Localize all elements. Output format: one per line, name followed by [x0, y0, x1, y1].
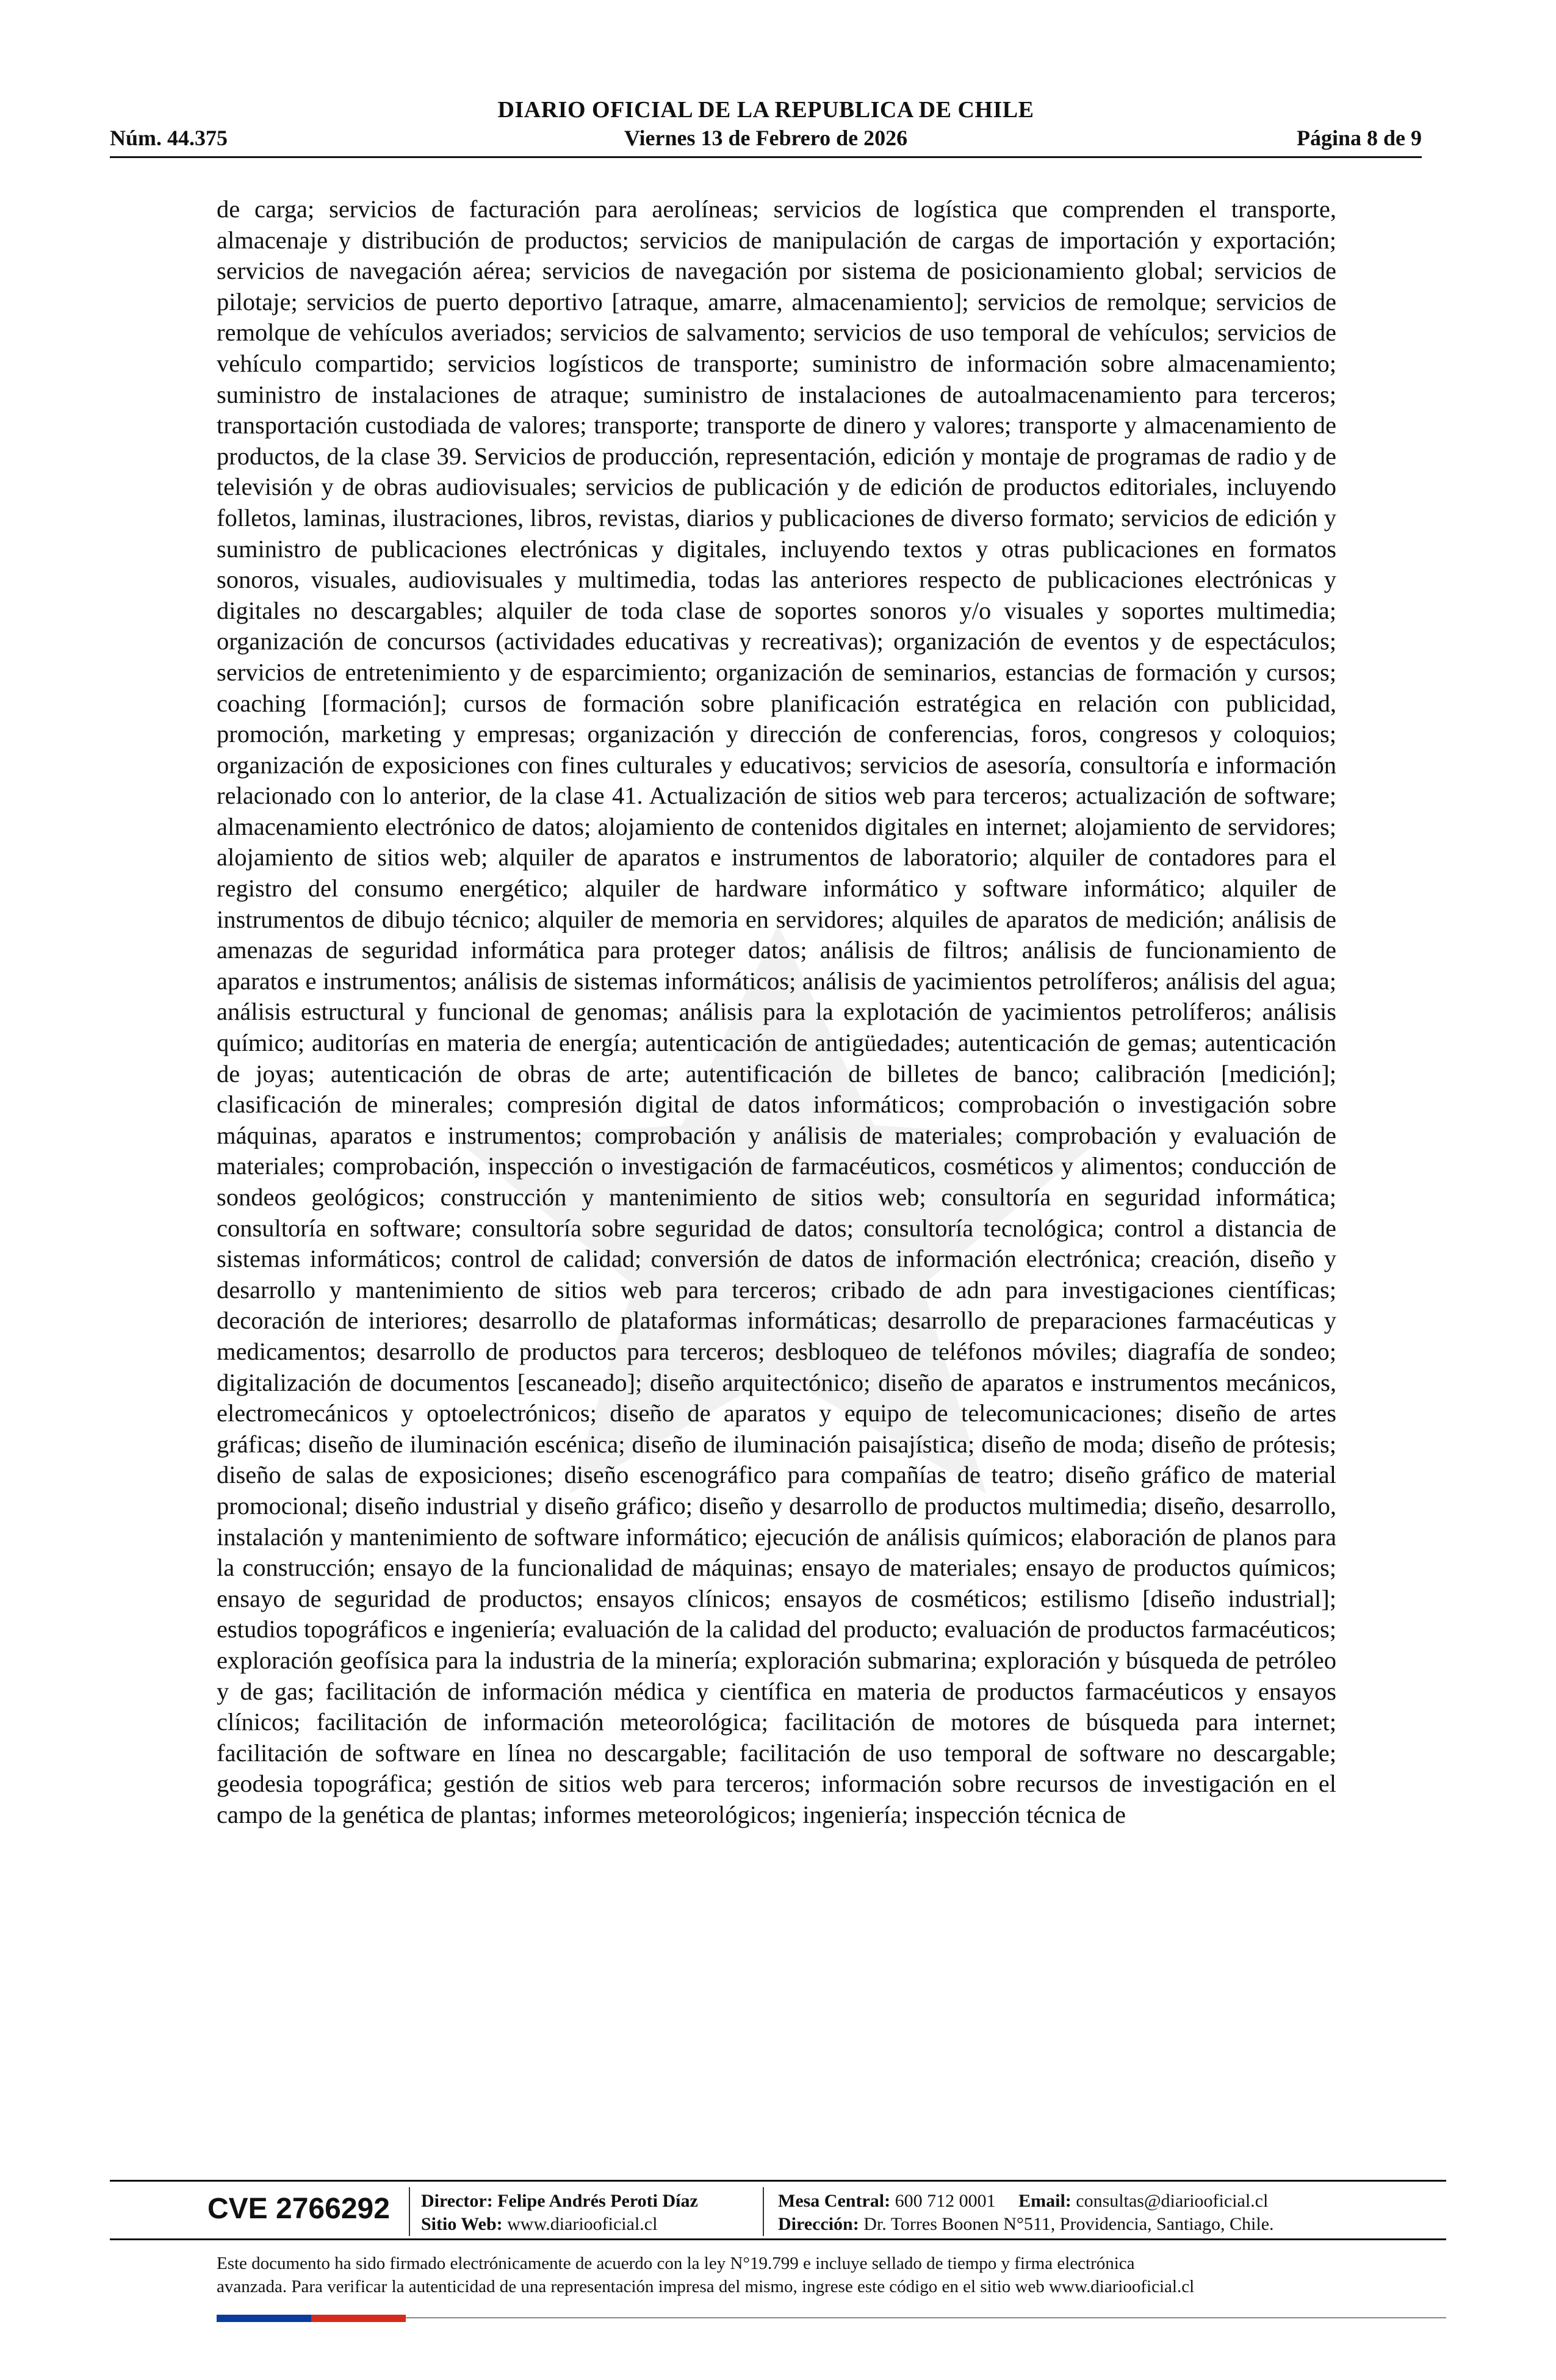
- site-label: Sitio Web:: [421, 2214, 503, 2234]
- header-divider: [110, 156, 1422, 158]
- footer-separator: [409, 2187, 410, 2236]
- cve-code: CVE 2766292: [207, 2193, 390, 2225]
- footer-divider-top: [110, 2180, 1446, 2182]
- footer-thin-line: [406, 2317, 1446, 2318]
- site-link[interactable]: www.diariooficial.cl: [507, 2214, 658, 2234]
- legal-line-2: avanzada. Para verificar la autenticidad de una representación impresa del mismo, ingrese este código en el sitio web www.diariooficial.cl: [217, 2277, 1195, 2296]
- footer-director-block: [421, 2190, 698, 2236]
- flag-stripe-red: [311, 2315, 406, 2322]
- address-label: Dirección:: [778, 2214, 859, 2234]
- footer-contact-block: [778, 2190, 1274, 2236]
- legal-notice: [217, 2252, 1336, 2298]
- flag-stripe: [217, 2315, 406, 2322]
- page-footer: [110, 2185, 1446, 2246]
- director-label: Director:: [421, 2191, 493, 2211]
- email-link[interactable]: consultas@diariooficial.cl: [1076, 2191, 1269, 2211]
- director-name: Felipe Andrés Peroti Díaz: [497, 2191, 698, 2211]
- phone-label: Mesa Central:: [778, 2191, 891, 2211]
- page-number: Página 8 de 9: [1296, 126, 1422, 150]
- issue-number: Núm. 44.375: [110, 126, 228, 150]
- email-label: Email:: [1018, 2191, 1072, 2211]
- page-header: [110, 92, 1422, 159]
- journal-name: DIARIO OFICIAL DE LA REPUBLICA DE CHILE: [497, 97, 1034, 123]
- address-value: Dr. Torres Boonen N°511, Providencia, Santiago, Chile.: [863, 2214, 1274, 2234]
- phone-value: 600 712 0001: [895, 2191, 996, 2211]
- flag-stripe-blue: [217, 2315, 311, 2322]
- footer-separator: [763, 2187, 764, 2236]
- legal-line-1: Este documento ha sido firmado electrónicamente de acuerdo con la ley N°19.799 e incluye sellado de tiempo y firma electrónica: [217, 2254, 1135, 2273]
- footer-divider-bottom: [110, 2238, 1446, 2240]
- body-paragraph: de carga; servicios de facturación para aerolíneas; servicios de logística que comprenden el transporte, almacenaje y distribución de productos; servicios de manipulación de cargas de importación y exportación; servicios de navegación aérea; servicios de navegación por sistema de posicionamiento global; servicios de pilotaje; servicios de puerto deportivo [atraque, amarre, almacenamiento]; servicios de remolque; servicios de remolque de vehículos averiados; servicios de salvamento; servicios de uso temporal de vehículos; servicios de vehículo compartido; servicios logísticos de transporte; suministro de información sobre almacenamiento; suministro de instalaciones de atraque; suministro de instalaciones de autoalmacenamiento para terceros; transportación custodiada de valores; transporte; transporte de dinero y valores; transporte y almacenamiento de productos, de la clase 39. Servicios de producción, representación, edición y montaje de programas de radio y de televisión y de obras audiovisuales; servicios de publicación y de edición de productos editoriales, incluyendo folletos, laminas, ilustraciones, libros, revistas, diarios y publicaciones de diverso formato; servicios de edición y suministro de publicaciones electrónicas y digitales, incluyendo textos y otras publicaciones en formatos sonoros, visuales, audiovisuales y multimedia, todas las anteriores respecto de publicaciones electrónicas y digitales no descargables; alquiler de toda clase de soportes sonoros y/o visuales y soportes multimedia; organización de concursos (actividades educativas y recreativas); organización de eventos y de espectáculos; servicios de entretenimiento y de esparcimiento; organización de seminarios, estancias de formación y cursos; coaching [formación]; cursos de formación sobre planificación estratégica en relación con publicidad, promoción, marketing y empresas; organización y dirección de conferencias, foros, congresos y coloquios; organización de exposiciones con fines culturales y educativos; servicios de asesoría, consultoría e información relacionado con lo anterior, de la clase 41. Actualización de sitios web para terceros; actualización de software; almacenamiento electrónico de datos; alojamiento de contenidos digitales en internet; alojamiento de servidores; alojamiento de sitios web; alquiler de aparatos e instrumentos de laboratorio; alquiler de contadores para el registro del consumo energético; alquiler de hardware informático y software informático; alquiler de instrumentos de dibujo técnico; alquiler de memoria en servidores; alquiles de aparatos de medición; análisis de amenazas de seguridad informática para proteger datos; análisis de filtros; análisis de funcionamiento de aparatos e instrumentos; análisis de sistemas informáticos; análisis de yacimientos petrolíferos; análisis del agua; análisis estructural y funcional de genomas; análisis para la explotación de yacimientos petrolíferos; análisis químico; auditorías en materia de energía; autenticación de antigüedades; autenticación de gemas; autenticación de joyas; autenticación de obras de arte; autentificación de billetes de banco; calibración [medición]; clasificación de minerales; compresión digital de datos informáticos; comprobación o investigación sobre máquinas, aparatos e instrumentos; comprobación y análisis de materiales; comprobación y evaluación de materiales; comprobación, inspección o investigación de farmacéuticos, cosméticos y alimentos; conducción de sondeos geológicos; construcción y mantenimiento de sitios web; consultoría en seguridad informática; consultoría en software; consultoría sobre seguridad de datos; consultoría tecnológica; control a distancia de sistemas informáticos; control de calidad; conversión de datos de información electrónica; creación, diseño y desarrollo y mantenimiento de sitios web para terceros; cribado de adn para investigaciones científicas; decoración de interiores; desarrollo de plataformas informáticas; desarrollo de preparaciones farmacéuticas y medicamentos; desarrollo de productos para terceros; desbloqueo de teléfonos móviles; diagrafía de sondeo; digitalización de documentos [escaneado]; diseño arquitectónico; diseño de aparatos e instrumentos mecánicos, electromecánicos y optoelectrónicos; diseño de aparatos y equipo de telecomunicaciones; diseño de artes gráficas; diseño de iluminación escénica; diseño de iluminación paisajística; diseño de moda; diseño de prótesis; diseño de salas de exposiciones; diseño escenográfico para compañías de teatro; diseño gráfico de material promocional; diseño industrial y diseño gráfico; diseño y desarrollo de productos multimedia; diseño, desarrollo, instalación y mantenimiento de software informático; ejecución de análisis químicos; elaboración de planos para la construcción; ensayo de la funcionalidad de máquinas; ensayo de materiales; ensayo de productos químicos; ensayo de seguridad de productos; ensayos clínicos; ensayos de cosméticos; estilismo [diseño industrial]; estudios topográficos e ingeniería; evaluación de la calidad del producto; evaluación de productos farmacéuticos; exploración geofísica para la industria de la minería; exploración submarina; exploración y búsqueda de petróleo y de gas; facilitación de información médica y científica en materia de productos farmacéuticos y ensayos clínicos; facilitación de información meteorológica; facilitación de motores de búsqueda para internet; facilitación de software en línea no descargable; facilitación de uso temporal de software no descargable; geodesia topográfica; gestión de sitios web para terceros; información sobre recursos de investigación en el campo de la genética de plantas; informes meteorológicos; ingeniería; inspección técnica de: [217, 195, 1336, 1828]
- issue-date: Viernes 13 de Febrero de 2026: [624, 126, 908, 150]
- document-body: [217, 194, 1336, 2129]
